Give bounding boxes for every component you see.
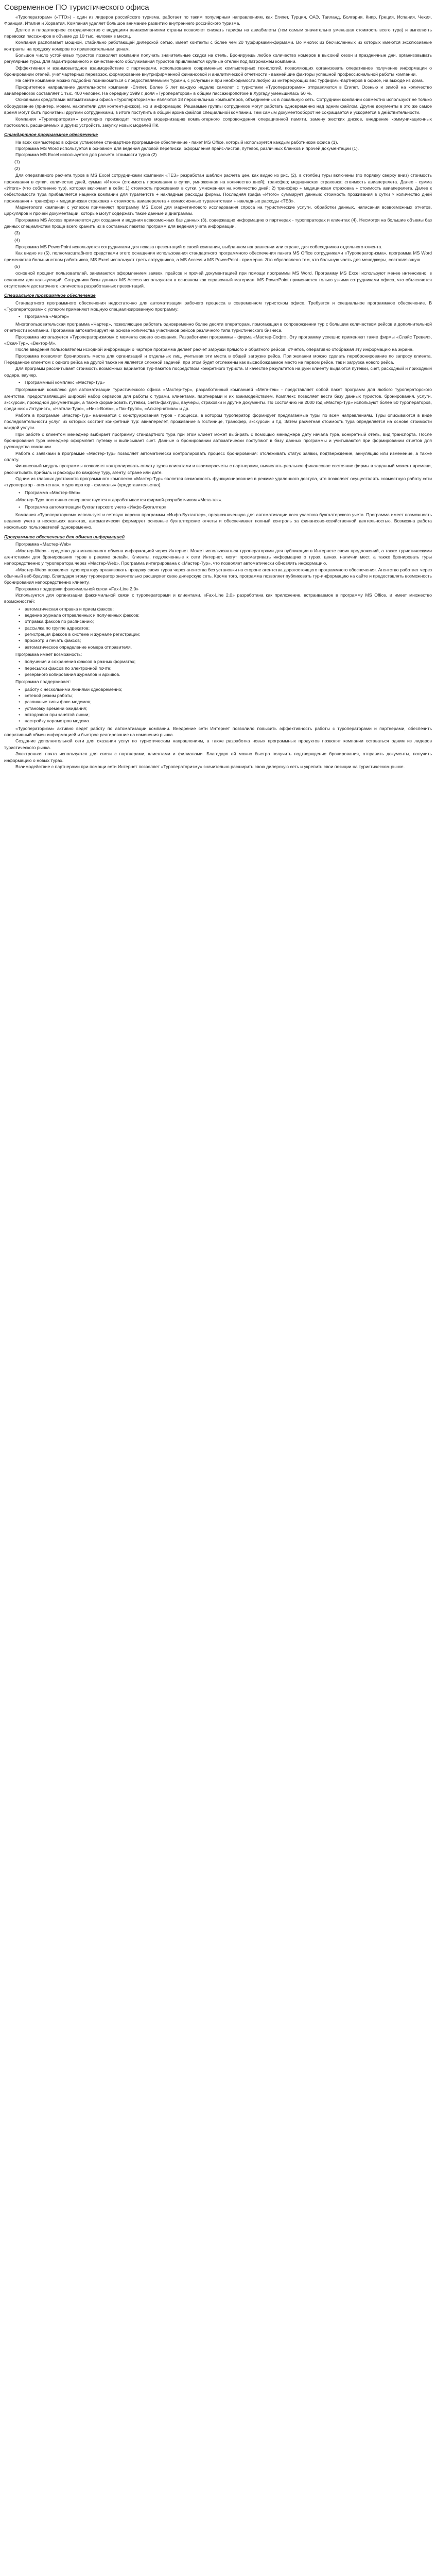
paragraph: Программа имеет возможность:: [15, 652, 82, 657]
paragraph: Основными средствами автоматизации офиса «Туроператоризма» являются 18 персональных компьютеров, объединенных в локальную сеть. Сотрудники компании совместно используют не только оборудование (принтер, модем, накопители для контент-дисков), но и информацию. Решаемые группы сотрудников могут работать одновременно над одним файлом. Другие документы в это же самое время могут быть прочитаны другими сотрудниками, в итоге поступить в общий архив файлов специальной компании. Тем самым документооборот не сокращается и ускоряется в действительности.: [4, 97, 432, 115]
section-heading: Программное обеспечение для обмена информацией: [4, 534, 125, 539]
list-item: • Программный комплекс «Мастер-Тур»: [25, 379, 432, 385]
list-item: • работу с несколькими линиями одновременно;: [25, 686, 432, 692]
paragraph: Для оперативного расчета туров в MS Excel сотрудни-ками компании «ТЕЗ» разработан шаблон расчета цен, как видно из рис. (2), в столбец туры включены (по порядку сверху вниз) стоимость проживания в сутки, количество дней, сумма «Итого» (стоимость проживания в сутки, умноженная на количество дней); трансфер; медицинская страховка; стоимость авиаперелета. Далее - сумма «Итого» (что собственно тур), которая включает в себя: 1) стоимость проживания в сутки, умноженная на количество дней; 2) трансфер + медицинская страховка + стоимость авиаперелета. Далее к себестоимости тура прибавляется наценка компании для турагентств + накладные расходы фирмы. Последняя графа «Итого» суммирует данные: стоимость проживания в сутки × количество дней проживания + трансфер + медицинская страховка + стоимость авиаперелета + комиссионные турагентствам + накладные расходы «ТЕЗ».: [4, 173, 432, 204]
paragraph: Эффективная и взаимовыгодное взаимодействие с партнерами, использование современных компьютерных технологий, позволяющих организовать оперативное получение информации о бронировании отелей, учет чартерных перевозок, формирование внутрифирменной финансовой и аналитической отчетности - важнейшие факторы успешной профессиональной работы компании.: [4, 65, 432, 77]
list-item: • настройку параметров модема.: [25, 718, 432, 724]
paragraph: Работа с заявками в программе «Мастер-Тур» позволяет автоматически контролировать процесс бронирования: отслеживать статус заявки, подтверждение, аннуляцию или изменение, а также оплату.: [4, 450, 432, 463]
paragraph: Программа поддержки факсимильной связи «Fax-Line 2.0»: [15, 586, 139, 591]
list-item: • рассылка по группе адресатов;: [25, 625, 432, 631]
paragraph: Программа позволяет бронировать места для организаций и отдельных лиц, учитывая эти места в общей загрузке рейса. При желании можно сделать перебронирование по запросу клиента. Переданное клиентом с одного рейса на другой также не является сложной задачей, при этом будет отслежены как высвобождаемое место на первом рейсе, так и загрузка нового рейса.: [4, 353, 432, 365]
list-item: • автодозвон при занятой линии;: [25, 711, 432, 718]
paragraph: «Мастер-Тур» постоянно совершенствуется и дорабатывается фирмой-разработчиком «Мега-тек».: [15, 497, 222, 503]
paragraph: «Мастер-Web» позволяет туроператору организовать продажу своих туров через агентства без установки на стороне агентства дорогостоящего программного обеспечения. Агентство работает через обычный веб-браузер. Благодаря этому туроператор значительно расширяет свою дилерскую сеть. Кроме того, программа позволяет публиковать тур-информацию на сайте и предоставлять возможность бронирования непосредственно клиенту.: [4, 567, 432, 585]
paragraph: Программа MS PowerPoint используется сотрудниками для показа презентаций о своей компании, выбранном направлении или стране, для собеседников отдельного клиента.: [15, 244, 382, 250]
figure-ref: (5): [14, 264, 20, 269]
list-item: • просмотр и печать факсов;: [25, 637, 432, 643]
bullet-list: [4, 658, 432, 677]
bullet-list: [4, 504, 432, 510]
list-item: • пересылки факсов по электронной почте;: [25, 665, 432, 671]
paragraph: Стандартного программного обеспечения недостаточно для автоматизации рабочего процесса в современном туристском офисе. Требуется и специальное программное обеспечение. В «Туроператоризм» с успехом применяют мощную специализированную программу:: [4, 300, 432, 312]
paragraph: Как видно из (5), полномасштабного средствами этого оснащения использования стандартного программного обеспечения пакета MS Office сотрудниками «Туроператоризма», программа MS Word применяется большинством работников, MS Excel используют треть сотрудников, а MS Access и MS PowerPoint - примерно. Это обусловлено тем, что большую часть для менеджеры, составляющую: [4, 250, 432, 262]
page-title: Современное ПО туристического офиса: [4, 3, 149, 12]
list-item: • Программа «Чартер»: [25, 313, 432, 319]
paragraph: На всех компьютерах в офисе установлен стандартное программное обеспечение - пакет MS Office, который используется каждым работником офиса (1).: [15, 139, 338, 145]
paragraph: На сайте компании можно подробно познакомиться с предоставляемыми турами, с услугами и при необходимости любую из интересующих вас турфирмы-партнеров в офисе, на выходе из дома.: [15, 78, 424, 83]
paragraph: Программа MS Access применяется для создания и ведения всевозможных баз данных (3), содержащих информацию о партнерах - туроператорах и клиентах (4). Несмотря на большие объемы баз данных специалистам проще всего хранить их в составных пакетах программ для ведения учета информации.: [4, 217, 432, 229]
figure-ref: (4): [14, 237, 20, 243]
figure-ref: (3): [14, 230, 20, 236]
paragraph: Финансовый модуль программы позволяет контролировать оплату туров клиентами и взаиморасчеты с партнерами, вычислять реальное финансовое состояние фирмы в заданный момент времени, рассчитывать прибыль и расходы по каждому туру, агенту, стране или дате.: [4, 463, 432, 475]
list-item: • регистрация факсов в системе и журнале регистрации;: [25, 631, 432, 637]
paragraph: Взаимодействие с партнерами при помощи сети Интернет позволяет «Туроператоризму» значительно расширить свою дилерскую сеть и укрепить свои позиции на туристическом рынке.: [15, 764, 405, 769]
list-item: • ведение журнала отправленных и полученных факсов;: [25, 612, 432, 618]
paragraph: Программный комплекс для автоматизации туристического офиса «Мастер-Тур», разработанный компанией «Мега-тек» - представляет собой пакет программ для любого туроператорского агентства, предоставляющий широкий набор сервисов для работы с турами, клиентами, партнерами и их взаимодействием. Комплекс позволяет вести базу данных туристов, бронирования, услуги, экскурсии, проездной документации, а также формировать путевки, счета-фактуры, ваучеры, страховки и другие документы. По состоянию на 2000 год «Мастер-Тур» используют более 50 туроператоров, среди них «Интурист», «Натали-Турс», «Никс-Вояж», «Пак-Групп», «Альтернатива» и др.: [4, 387, 432, 412]
paragraph: Программа используется «Туроператоризмом» с момента своего основания. Разработчики программы - фирма «Мастер-Софт». Эту программу успешно применяют такие фирмы «Слайс Тревел», «Ская-Тур», «Вектор-М».: [4, 334, 432, 346]
paragraph: основной процент пользователей, занимаются оформлением заявок, прайсов и прочей документацией при помощи программы MS Word. Программу MS Excel используют менее интенсивно, в основном для калькуляций. Сотрудники базы данных MS Access используются в основном как справочный материал. MS PowerPoint применяется только узкими сотрудниками офиса, что объясняется отсутствием достаточного количества разработанных презентаций.: [4, 270, 432, 289]
section-heading: Стандартное программное обеспечение: [4, 132, 98, 138]
paragraph: Приоритетное направление деятельности компании -Египет. Более 5 лет каждую неделю самолет с туристами «Туроператорами» отправляются в Египет. Осенью и зимой на количество авиаперевозок составляет 1 тыс. 400 человек. На середину 1999 г. доля «Туроператоров» в общем пассажиропотоке в Хургаду уменьшилась 50 %.: [4, 84, 432, 96]
paragraph: Используется для организации факсимильной связи с туроператорами и клиентами. «Fax-Line 2.0» разработана как приложение, встраиваемое в программу MS Office, и имеет множество возможностей:: [4, 592, 432, 604]
list-item: • автоматическая отправка и прием факсов;: [25, 606, 432, 612]
list-item: • отправка факсов по расписанию;: [25, 618, 432, 624]
list-item: • резервного копирования журналов и архивов.: [25, 671, 432, 677]
figure-ref: (1): [14, 159, 20, 164]
paragraph: Электронная почта используется для связи с партнерами, клиентами и филиалами. Благодаря ей можно быстро получить подтверждение бронирования, отправить документы, получить информацию о новых турах.: [4, 751, 432, 763]
paragraph: Создание дополнительной сети для оказания услуг по туристическим направлениям, а также разработка новых программных продуктов позволят компании оставаться одним из лидеров туристического рынка.: [4, 738, 432, 750]
paragraph: Одним из главных достоинств программного комплекса «Мастер-Тур» является возможность функционирования в режиме удаленного доступа, что позволяет осуществлять совместную работу сети «туроператор - агентства», «туроператор - филиалы» (представительства).: [4, 476, 432, 488]
section-heading: Специальное программное обеспечение: [4, 293, 96, 298]
paragraph: Многопользовательская программа «Чартер», позволяющее работать одновременно более десяти операторам, помогающая в сопровождении тур с большим количеством рейсов и дополнительной отчетности компании. Программа автоматизирует на основе количества участников рейсов различного типа туристического бизнеса.: [4, 321, 432, 333]
paragraph: Программа MS Excel используется для расчета стоимости туров (2): [15, 152, 157, 158]
document-body: [4, 14, 432, 770]
list-item: • Программа «Мастер-Web»: [25, 489, 432, 496]
paragraph: Программа поддерживает:: [15, 679, 72, 685]
paragraph: При работе с клиентом менеджер выбирает программу стандартного тура при этом клиент может выбирать с помощью менеджера дату начала тура, конкретный отель, вид транспорта. После бронирования тура менеджер оформляет путевку и выписывает счет. Данные о бронировании автоматически поступают в базу данных программы и учитываются при формировании отчетов для руководства компании.: [4, 431, 432, 450]
bullet-list: [4, 686, 432, 724]
page: [0, 0, 436, 780]
list-item: • Программа автоматизации бухгалтерского учета «Инфо-Бухгалтер»: [25, 504, 432, 510]
paragraph: Компания «Туроператоризм» использует и сетевую версию программы «Инфо-Бухгалтер», предназначенную для автоматизации всех участков бухгалтерского учета. Программа имеет возможность ведения учета в нескольких валютах, автоматически формирует основные бухгалтерские отчеты и обеспечивает полный контроль за финансово-хозяйственной деятельностью. Возможна работа нескольких пользователей одновременно.: [4, 512, 432, 530]
paragraph: Маркетологи компании с успехом применяют программу MS Excel для маркетингового исследования спроса на туристические услуги, обработки данных, написания всевозможных отчетов, циркуляров и прочей документации, которые могут содержать такие данные и диаграммы.: [4, 204, 432, 216]
paragraph: Программа «Мастер-Web»: [15, 541, 72, 547]
paragraph: Долгое и плодотворное сотрудничество с ведущими авиакомпаниями страны позволяет снижать тарифы на авиабилеты (тем самым значительно уменьшая стоимость всего тура) и выполнять перевозки пассажиров в объеме до 10 тыс. человек в месяц.: [4, 27, 432, 39]
paragraph: Работа в программе «Мастер-Тур» начинается с конструирования туров - процесса, в котором туроператор формирует предлагаемые туры по всем направлениям. Туры описываются в виде последовательности услуг, из которых состоит конкретный тур: авиаперелет, проживание в гостинице, трансфер, экскурсии и т.д. Затем расчетная стоимость тура определяется на основе стоимости каждой услуги.: [4, 412, 432, 431]
paragraph: Программа MS Word используется в основном для ведения деловой переписки, оформления прайс-листов, путевок, различных бланков и прочей документации (1).: [15, 145, 359, 151]
paragraph: «Мастер-Web» - средство для мгновенного обмена информацией через Интернет. Может использоваться туроператорами для публикации в Интернете своих предложений, а также туристическими агентствами для бронирования туров в режиме онлайн. Клиенты, подключенные к сети Интернет, могут просматривать информацию о турах, ценах, наличии мест, а также бронировать туры непосредственно у туроператора через «Мастер-Web». Программа интегрирована с «Мастер-Тур», что позволяет автоматически обновлять информацию.: [4, 548, 432, 566]
list-item: • установку времени ожидания;: [25, 705, 432, 711]
paragraph: После введения пользователем исходной информации о чартере программа делает расчет загрузки прямого и обратного рейсов, отчетов, оперативно отображая эту информацию на экране.: [15, 347, 414, 352]
paragraph: Компания располагает мощной, стабильно работающей дилерской сетью, имеет контакты с более чем 20 турфирмами-фирмами. Во многих из бесчисленных из которых имеются эксклюзивные контракты на продажу номеров по привлекательным ценам.: [4, 40, 432, 52]
list-item: • получения и сохранения факсов в разных форматах;: [25, 658, 432, 665]
bullet-list: [4, 489, 432, 496]
paragraph: «Туроператорам» («ТТО») - один из лидеров российского туризма, работает по таким популярным направлениям, как Египет, Турция, ОАЭ, Таиланд, Болгария, Кипр, Греция, Испания, Чехия, Франция, Италия и Хорватия. Компания уделяет большое внимание развитию внутреннего российского туризма.: [4, 14, 432, 26]
bullet-list: [4, 379, 432, 385]
paragraph: Для программ рассчитывает стоимость возможных вариантов тур-пакетов посредством конкретного туриста. В качестве результатов на руки клиенту выдаются путевки, счет, расходный и приходный ордера, ваучер.: [4, 366, 432, 378]
paragraph: Компания «Туроператоризм» регулярно производит тестовую модернизацию компьютерного сопровождения операционной памяти, замену жестких дисков, внедрение коммуникационных протоколов, расширяемых и других устройств, закупку новых моделей ПК.: [4, 116, 432, 128]
paragraph: «Туроператоризм» активно ведет работу по автоматизации компании. Внедрение сети Интернет позволило повысить эффективность работы с туроператорами и партнерами, обеспечить оперативный обмен информацией и быстрое реагирование на изменения рынка.: [4, 725, 432, 738]
list-item: • сетевой режим работы;: [25, 692, 432, 699]
bullet-list: [4, 606, 432, 650]
bullet-list: [4, 313, 432, 319]
figure-ref: (2): [14, 165, 20, 171]
list-item: • автоматическое определение номера отправителя.: [25, 644, 432, 650]
paragraph: Большое число устойчивых туристов позволяет компании получать значительные скидки на отель. Бронируешь любое количество номеров в высокий сезон и праздничные дни, организовывать регулярные туры. Для гарантированного и качественного обслуживания туристов привлекаются крупные отелей под патронажем компании.: [4, 53, 432, 64]
list-item: • различные типы факс-модемов;: [25, 699, 432, 705]
